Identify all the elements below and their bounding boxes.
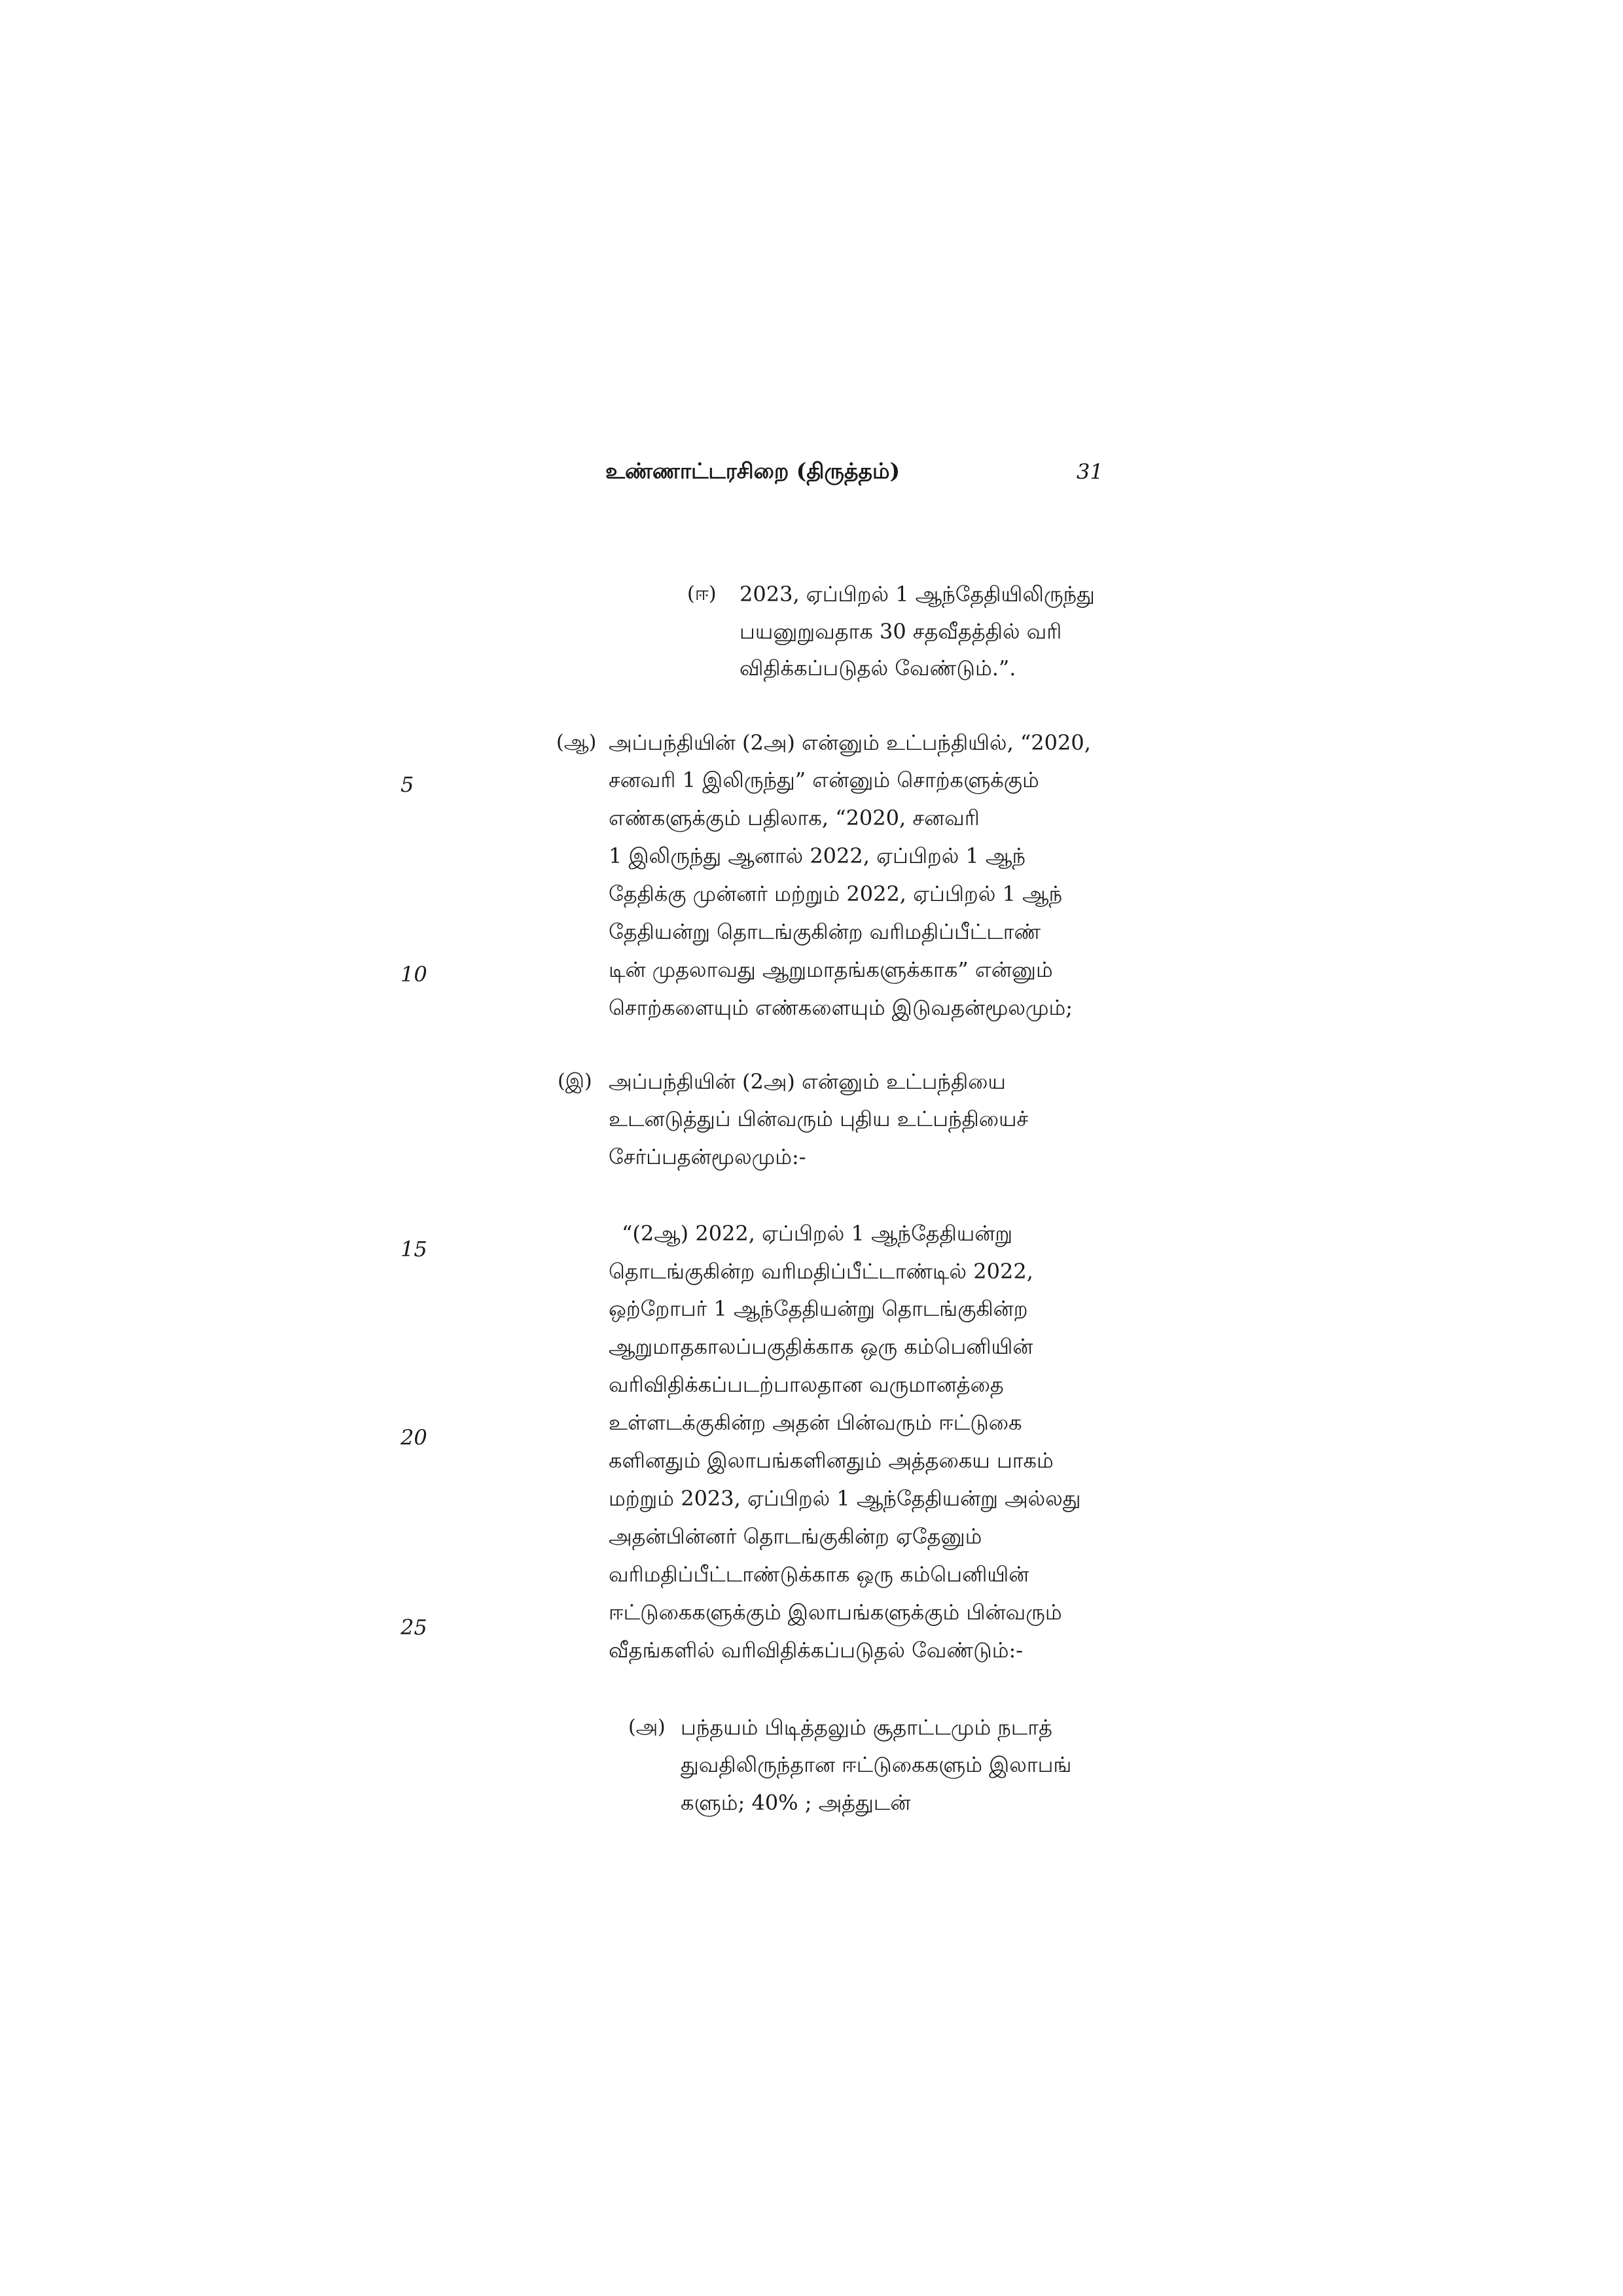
margin-line-number: 25: [401, 1615, 427, 1640]
clause-label: (ஈ): [687, 582, 717, 605]
text-line: மற்றும் 2023, ஏப்பிறல் 1 ஆந்தேதியன்று அல்லது: [609, 1486, 1081, 1511]
text-line: வீதங்களில் வரிவிதிக்கப்படுதல் வேண்டும்:-: [609, 1638, 1024, 1663]
text-line: தேதிக்கு முன்னர் மற்றும் 2022, ஏப்பிறல் 1 ஆந்: [609, 881, 1063, 906]
clause-label: (ஆ): [556, 731, 597, 754]
text-line: சொற்களையும் எண்களையும் இடுவதன்மூலமும்;: [609, 995, 1073, 1020]
margin-line-number: 15: [401, 1237, 427, 1262]
margin-line-number: 10: [401, 962, 427, 987]
clause-label: (இ): [558, 1070, 592, 1093]
text-line: பந்தயம் பிடித்தலும் சூதாட்டமும் நடாத்: [681, 1715, 1052, 1740]
margin-line-number: 5: [401, 772, 414, 797]
page-number: 31: [1077, 459, 1103, 484]
text-line: அப்பந்தியின் (2அ) என்னும் உட்பந்தியில், “2020,: [609, 730, 1091, 755]
text-line: 2023, ஏப்பிறல் 1 ஆந்தேதியிலிருந்து: [740, 582, 1095, 607]
text-line: 1 இலிருந்து ஆனால் 2022, ஏப்பிறல் 1 ஆந்: [609, 843, 1026, 868]
text-line: ஆறுமாதகாலப்பகுதிக்காக ஒரு கம்பெனியின்: [609, 1334, 1033, 1359]
text-line: ஈட்டுகைகளுக்கும் இலாபங்களுக்கும் பின்வரும்: [609, 1600, 1062, 1625]
text-line: எண்களுக்கும் பதிலாக, “2020, சனவரி: [609, 805, 980, 830]
text-line: களும்; 40% ; அத்துடன்: [681, 1790, 911, 1815]
text-line: களினதும் இலாபங்களினதும் அத்தகைய பாகம்: [609, 1448, 1054, 1473]
clause-label: (அ): [628, 1716, 666, 1739]
text-line: சனவரி 1 இலிருந்து” என்னும் சொற்களுக்கும்: [609, 768, 1039, 792]
text-line: உடனடுத்துப் பின்வரும் புதிய உட்பந்தியைச்: [609, 1106, 1029, 1131]
text-line: வரிவிதிக்கப்படற்பாலதான வருமானத்தை: [609, 1372, 1004, 1397]
text-line: “(2ஆ) 2022, ஏப்பிறல் 1 ஆந்தேதியன்று: [622, 1221, 1013, 1246]
text-line: ஒற்றோபர் 1 ஆந்தேதியன்று தொடங்குகின்ற: [609, 1296, 1028, 1321]
text-line: டின் முதலாவது ஆறுமாதங்களுக்காக” என்னும்: [609, 957, 1053, 982]
text-line: வரிமதிப்பீட்டாண்டுக்காக ஒரு கம்பெனியின்: [609, 1562, 1029, 1587]
text-line: விதிக்கப்படுதல் வேண்டும்.”.: [740, 656, 1016, 680]
text-line: சேர்ப்பதன்மூலமும்:-: [609, 1144, 806, 1169]
text-line: தொடங்குகின்ற வரிமதிப்பீட்டாண்டில் 2022,: [609, 1259, 1033, 1284]
text-line: அதன்பின்னர் தொடங்குகின்ற ஏதேனும்: [609, 1524, 982, 1549]
text-line: உள்ளடக்குகின்ற அதன் பின்வரும் ஈட்டுகை: [609, 1410, 1022, 1435]
text-line: அப்பந்தியின் (2அ) என்னும் உட்பந்தியை: [609, 1069, 1006, 1094]
running-header-title: உண்ணாட்டரசிறை (திருத்தம்): [605, 458, 901, 484]
margin-line-number: 20: [401, 1425, 427, 1450]
text-line: பயனுறுவதாக 30 சதவீதத்தில் வரி: [740, 619, 1062, 644]
text-line: துவதிலிருந்தான ஈட்டுகைகளும் இலாபங்: [681, 1752, 1072, 1777]
text-line: தேதியன்று தொடங்குகின்ற வரிமதிப்பீட்டாண்: [609, 919, 1041, 944]
